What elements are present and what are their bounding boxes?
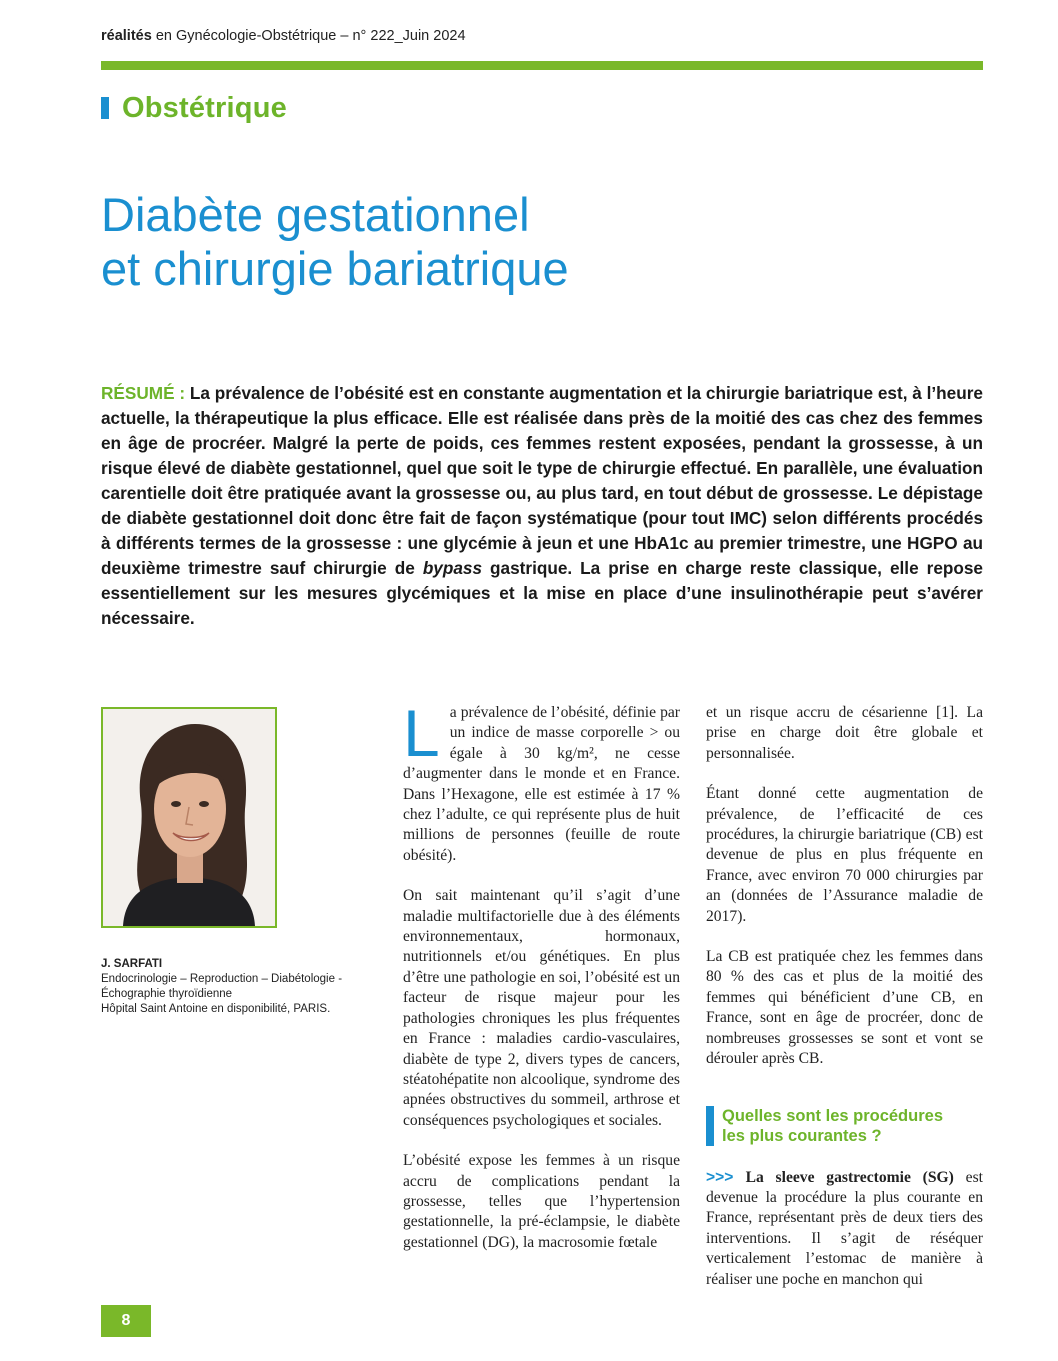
subheading-line-1: Quelles sont les procédures xyxy=(722,1106,943,1125)
author-info xyxy=(101,957,361,1017)
title-line-1: Diabète gestationnel xyxy=(101,188,530,241)
body-paragraph: L’obésité expose les femmes à un risque accru de complications pendant la grossesse, telles que l’hypertension gestationnelle, la pré-éclampsie, le diabète gestationnel (DG), la macrosomie fœtale xyxy=(403,1152,680,1251)
subheading-line-2: les plus courantes ? xyxy=(722,1126,882,1145)
body-column-2 xyxy=(706,703,983,1310)
bold-term: La sleeve gastrectomie (SG) xyxy=(745,1168,954,1186)
subheading-text xyxy=(722,1106,943,1146)
body-paragraph xyxy=(403,696,680,866)
article-title xyxy=(101,188,569,296)
section-label: Obstétrique xyxy=(122,91,287,124)
header-rule xyxy=(101,61,983,70)
abstract xyxy=(101,381,983,631)
subheading xyxy=(706,1106,983,1146)
author-affiliation: Hôpital Saint Antoine en disponibilité, PARIS. xyxy=(101,1003,331,1015)
page-number: 8 xyxy=(101,1305,151,1337)
arrow-marker: >>> xyxy=(706,1168,746,1186)
section-heading xyxy=(101,90,287,126)
abstract-italic: bypass xyxy=(422,558,483,578)
body-paragraph: On sait maintenant qu’il s’agit d’une maladie multifactorielle due à des éléments environnementaux, hormonaux, nutritionnels et/ou génétiques. En plus d’être une pathologie en soi, l’obésité est un facteur de risque majeur pour les pathologies chroniques les plus fréquentes en France : maladies cardio-vasculaires, diabète de type 2, divers types de cancers, stéatohépatite non alcoolique, syndrome des apnées obstructives du sommeil, arthrose et conséquences psychologiques et sociales. xyxy=(403,887,680,1129)
body-paragraph: La CB est pratiquée chez les femmes dans 80 % des cas et plus de la moitié des femmes qui bénéficient d’une CB, en France, sont en âge de procréer, donc de nombreuses grossesses se sont et vont se dérouler après CB. xyxy=(706,948,983,1068)
author-portrait-image xyxy=(103,709,275,926)
abstract-lead: RÉSUMÉ : xyxy=(101,383,190,403)
running-header xyxy=(101,28,466,44)
journal-name: réalités xyxy=(101,28,152,44)
body-paragraph: et un risque accru de césarienne [1]. La prise en charge doit être globale et personnalisée. xyxy=(706,704,983,762)
body-column-1 xyxy=(403,696,680,1273)
body-paragraph xyxy=(706,1168,983,1290)
paragraph-text: est devenue la procédure la plus courante en France, représentant près de deux tiers des interventions. Il s’agit de réséquer verticalement l’estomac de manière à réaliser une poche en manchon qui xyxy=(706,1168,983,1288)
issue-info: en Gynécologie-Obstétrique – n° 222_Juin 2024 xyxy=(151,28,466,44)
abstract-text-1: La prévalence de l’obésité est en constante augmentation et la chirurgie bariatrique est, à l’heure actuelle, la thérapeutique la plus efficace. Elle est réalisée dans près de la moitié des cas chez des femmes en âge de procréer. Malgré la perte de poids, ces femmes restent exposées, pendant la grossesse, à un risque élevé de diabète gestationnel, quel que soit le type de chirurgie effectué. En parallèle, une évaluation carentielle doit être pratiquée avant la grossesse ou, au plus tard, en tout début de grossesse. Le dépistage de diabète gestationnel doit donc être fait de façon systématique (pour tout IMC) selon différents procédés à différents termes de la grossesse : une glycémie à jeun et une HbA1c au premier trimestre, une HGPO au deuxième trimestre sauf chirurgie de xyxy=(101,383,983,578)
title-line-2: et chirurgie bariatrique xyxy=(101,242,569,295)
abstract-text-2: gastrique. La prise en charge reste classique, elle repose essentiellement sur les mesures glycémiques et la mise en place d’une insulinothérapie peut s’avérer nécessaire. xyxy=(101,558,983,628)
body-paragraph: Étant donné cette augmentation de prévalence, de l’efficacité de ces procédures, la chirurgie bariatrique (CB) est devenue de plus en plus fréquente en France, avec environ 70 000 chirurgies par an (données de l’Assurance maladie de 2017). xyxy=(706,785,983,925)
author-name: J. SARFATI xyxy=(101,958,163,970)
drop-cap: L xyxy=(403,696,440,770)
paragraph-text: a prévalence de l’obésité, définie par un indice de masse corporelle > ou égale à 30 kg/m², ne cesse d’augmenter dans le monde et en France. Dans l’Hexagone, elle est estimée à 17 % chez l’adulte, ce qui représente plus de huit millions de personnes (feuille de route obésité). xyxy=(403,704,680,864)
author-photo xyxy=(101,707,277,928)
author-specialty: Endocrinologie – Reproduction – Diabétologie - Échographie thyroïdienne xyxy=(101,973,343,1000)
subheading-marker xyxy=(706,1106,714,1146)
section-marker xyxy=(101,97,109,119)
